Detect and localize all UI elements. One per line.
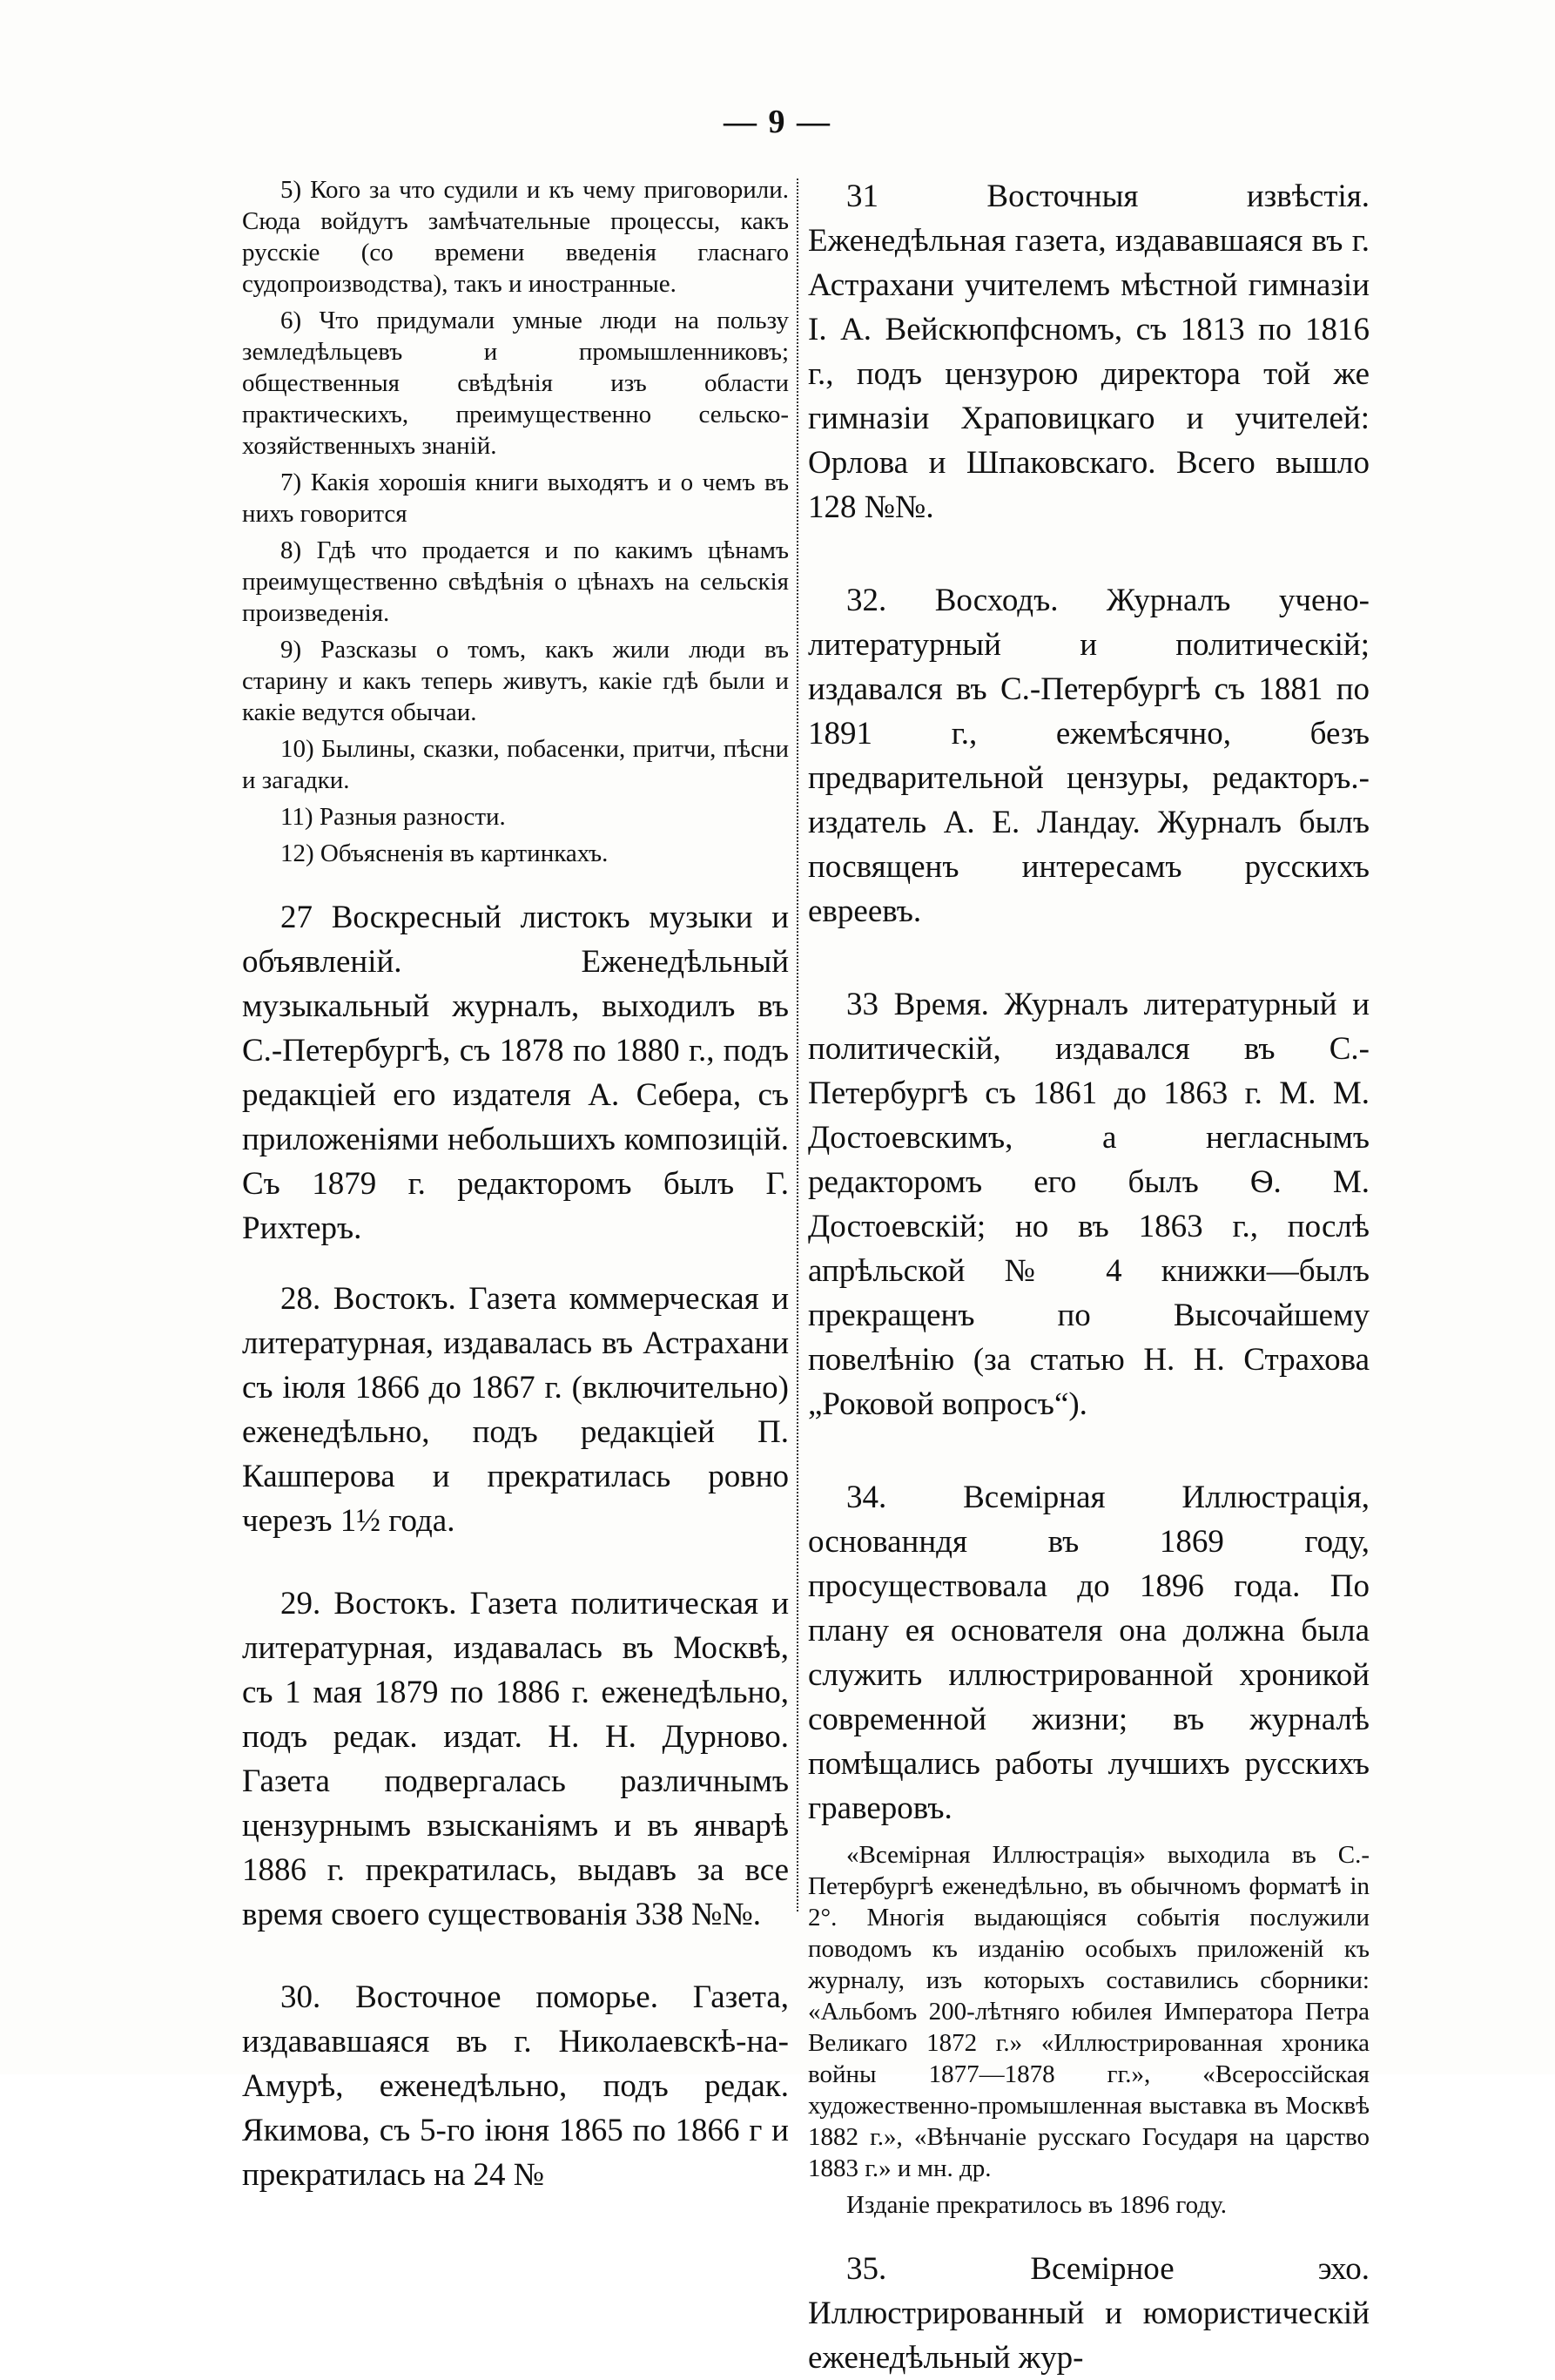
list-item: 6) Что придумали умные люди на пользу земледѣльцевъ и промышленниковъ; общественныя свѣдѣнія изъ области практическихъ, преимущественно сельско-хозяйственныхъ знаній. <box>242 307 789 460</box>
list-item: 7) Какія хорошія книги выходятъ и о чемъ въ нихъ говорится <box>242 469 789 528</box>
entry-32: 32. Восходъ. Журналъ учено-литературный и политическій; издавался въ С.-Петербургѣ съ 1881 по 1891 г., ежемѣсячно, безъ предварительной цензуры, редакторъ.-издатель А. Е. Ландау. Журналъ былъ посвященъ интересамъ русскихъ евреевъ. <box>808 583 1370 929</box>
entry-30: 30. Восточное поморье. Газета, издававшаяся въ г. Николаевскѣ-на-Амурѣ, еженедѣльно, подъ редак. Якимова, съ 5-го іюня 1865 по 1866 г и прекратилась на 24 № <box>242 1979 789 2193</box>
entry-31: 31 Восточныя извѣстія. Еженедѣльная газета, издававшаяся въ г. Астрахани учителемъ мѣстной гимназіи І. А. Вейскюпфсномъ, съ 1813 по 1816 г., подъ цензурою директора той же гимназіи Храповицкаго и учителей: Орлова и Шпаковскаго. Всего вышло 128 №№. <box>808 179 1370 525</box>
entry-34-note: «Всемірная Иллюстрація» выходила въ С.-Петербургѣ еженедѣльно, въ обычномъ форматѣ in 2°. Многія выдающіяся событія послужили поводомъ къ изданію особыхъ приложеній къ журналу, изъ которыхъ составились сборники: «Альбомъ 200-лѣтняго юбилея Императора Петра Великаго 1872 г.» «Иллюстрированная хроника войны 1877—1878 гг.», «Всероссійская художественно-промышленная выставка въ Москвѣ 1882 г.», «Вѣнчаніе русскаго Государя на царство 1883 г.» и мн. др. <box>808 1841 1370 2182</box>
list-item: 5) Кого за что судили и къ чему приговорили. Сюда войдутъ замѣчательные процессы, какъ русскіе (со времени введенія гласнаго судопроизводства), такъ и иностранные. <box>242 176 789 298</box>
list-item: 8) Гдѣ что продается и по какимъ цѣнамъ преимущественно свѣдѣнія о цѣнахъ на сельскія произведенія. <box>242 536 789 627</box>
page-number: — 9 — <box>724 104 831 140</box>
entry-34-closing-note: Изданіе прекратилось въ 1896 году. <box>846 2191 1227 2219</box>
left-column <box>242 174 789 2197</box>
entry-34: 34. Всемірная Иллюстрація, основанндя въ 1869 году, просуществовала до 1896 года. По плану ея основателя она должна была служить иллюстрированной хроникой современной жизни; въ журналѣ помѣщались работы лучшихъ русскихъ граверовъ. <box>808 1480 1370 1826</box>
entry-29: 29. Востокъ. Газета политическая и литературная, издавалась въ Москвѣ, съ 1 мая 1879 по 1886 г. еженедѣльно, подъ редак. издат. Н. Н. Дурново. Газета подвергалась различнымъ цензурнымъ взысканіямъ и въ январѣ 1886 г. прекратилась, выдавъ за все время своего существованія 338 №№. <box>242 1586 789 1932</box>
right-column <box>808 174 1370 2380</box>
list-item: 11) Разныя разности. <box>280 803 506 831</box>
column-divider <box>797 179 798 1911</box>
list-item: 12) Объясненія въ картинкахъ. <box>280 839 609 867</box>
entry-27: 27 Воскресный листокъ музыки и объявленій. Еженедѣльный музыкальный журналъ, выходилъ въ С.-Петербургѣ, съ 1878 по 1880 г., подъ редакціей его издателя А. Себера, съ приложеніями небольшихъ композицій. Съ 1879 г. редакторомъ былъ Г. Рихтеръ. <box>242 900 789 1246</box>
list-item: 10) Былины, сказки, побасенки, притчи, пѣсни и загадки. <box>242 735 789 794</box>
entry-28: 28. Востокъ. Газета коммерческая и литературная, издавалась въ Астрахани съ іюля 1866 до 1867 г. (включительно) еженедѣльно, подъ редакціей П. Кашперова и прекратилась ровно черезъ 1½ года. <box>242 1281 789 1539</box>
entry-33: 33 Время. Журналъ литературный и политическій, издавался въ С.-Петербургѣ съ 1861 до 1863 г. М. М. Достоевскимъ, а негласнымъ редакторомъ его былъ Ѳ. М. Достоевскій; но въ 1863 г., послѣ апрѣльской № 4 книжки—былъ прекращенъ по Высочайшему повелѣнію (за статью Н. Н. Страхова „Роковой вопросъ“). <box>808 987 1370 1422</box>
entry-35: 35. Всемірное эхо. Иллюстрированный и юмористическій еженедѣльный жур- <box>808 2251 1370 2376</box>
list-item: 9) Разсказы о томъ, какъ жили люди въ старину и какъ теперь живутъ, какіе гдѣ были и какіе ведутся обычаи. <box>242 636 789 726</box>
